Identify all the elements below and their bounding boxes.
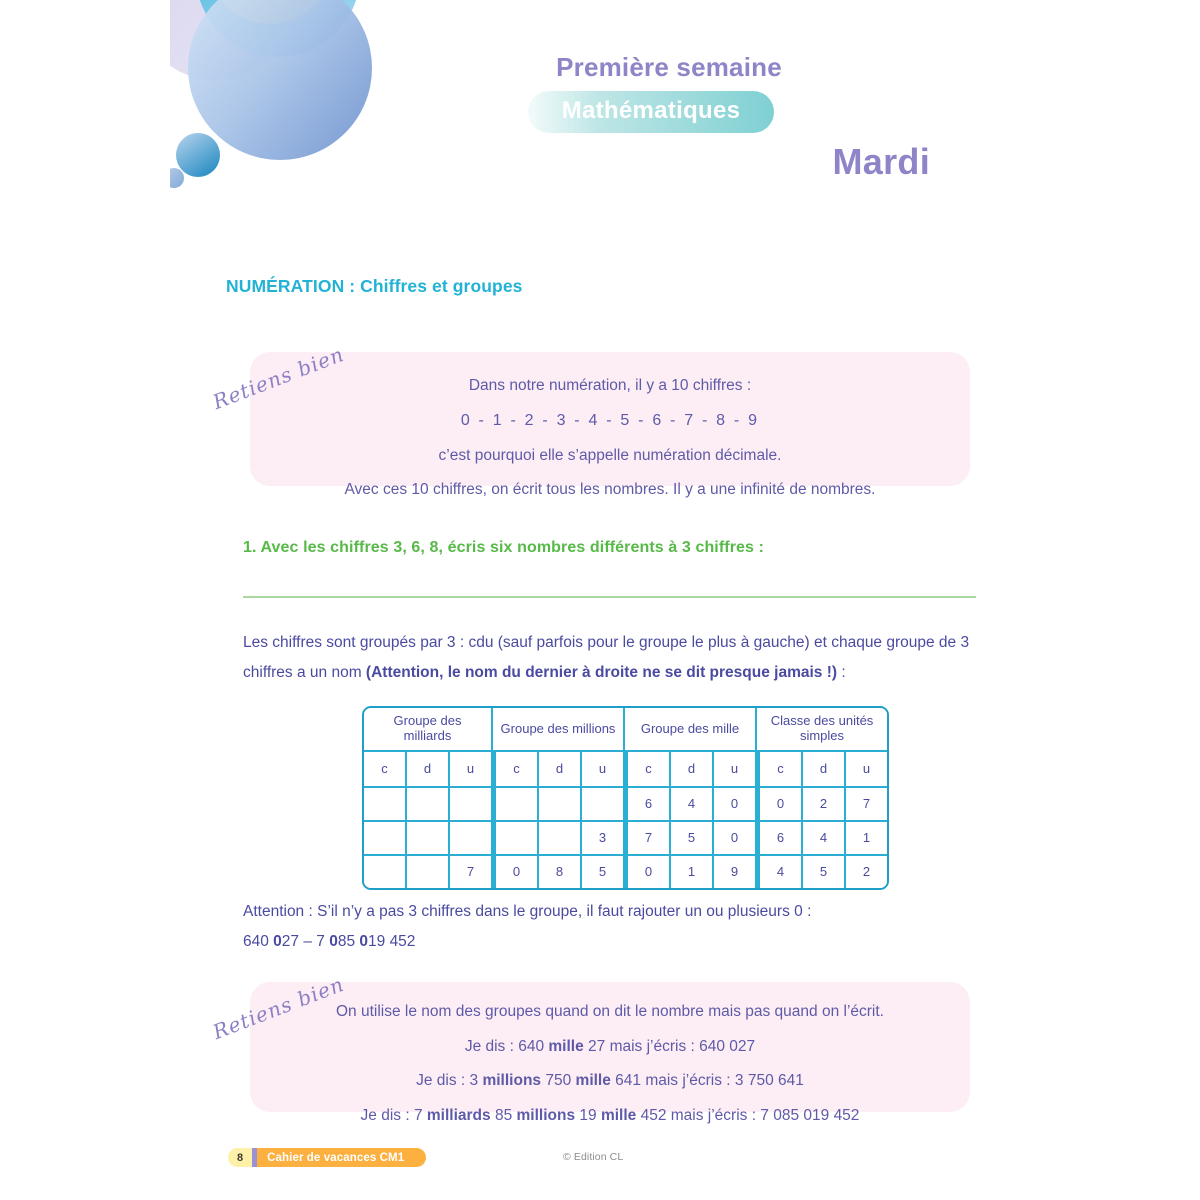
cdu-header-4: d: [539, 752, 582, 788]
cell-r1-c11: 1: [846, 822, 887, 856]
cell-r0-c4: [539, 788, 582, 822]
ex2-b1: millions: [482, 1072, 542, 1089]
ex1-b1: mille: [548, 1037, 584, 1055]
cell-r2-c0: [364, 856, 407, 888]
box1-line-3: c’est pourquoi elle s’appelle numération décimale.: [438, 446, 782, 464]
ex-a-bold: 0: [273, 933, 282, 950]
cdu-header-11: u: [846, 752, 887, 788]
ex3-b3: mille: [600, 1106, 637, 1124]
ex3-mid1: 85: [490, 1106, 517, 1124]
ex-b-bold: 0: [329, 933, 338, 950]
cell-r2-c2: 7: [450, 856, 493, 888]
footer-pill: [228, 1148, 426, 1167]
group-header-milliards: Groupe des milliards: [364, 708, 493, 752]
cell-r0-c0: [364, 788, 407, 822]
ex3-mid2: 19: [575, 1106, 601, 1124]
cell-r1-c1: [407, 822, 450, 856]
cdu-header-3: c: [493, 752, 539, 788]
blue-circle: [188, 0, 372, 160]
remember-box-2: [250, 982, 970, 1124]
group-header-mille: Groupe des mille: [625, 708, 757, 752]
ex1-post: 27 mais j’écris : 640 027: [583, 1037, 756, 1055]
cell-r2-c3: 0: [493, 856, 539, 888]
ex3-pre: Je dis : 7: [360, 1106, 427, 1124]
cell-r2-c4: 8: [539, 856, 582, 888]
cdu-header-10: d: [803, 752, 846, 788]
para-part-1: Les chiffres sont groupés par 3 : cdu (sauf parfois pour le groupe le plus à gauche) et chaque groupe de 3 chiffres a un nom: [243, 634, 970, 681]
table-row: [364, 788, 887, 822]
cell-r1-c10: 4: [803, 822, 846, 856]
ex-a-post: 27 – 7: [281, 933, 330, 950]
group-header-unites: Classe des unités simples: [757, 708, 887, 752]
cell-r0-c7: 4: [671, 788, 714, 822]
cdu-header-2: u: [450, 752, 493, 788]
table-row-cdu-headers: [364, 752, 887, 788]
cdu-header-6: c: [625, 752, 671, 788]
copyright-text: © Edition CL: [563, 1151, 624, 1163]
ex2-mid: 750: [541, 1072, 576, 1089]
page-number: 8: [228, 1148, 252, 1167]
tiny-blue-circle: [170, 168, 184, 188]
cell-r0-c2: [450, 788, 493, 822]
cell-r0-c5: [582, 788, 625, 822]
cdu-header-9: c: [757, 752, 803, 788]
header-titles: [430, 52, 930, 183]
ex2-post: 641 mais j’écris : 3 750 641: [610, 1072, 804, 1089]
exercise-1-answer-line[interactable]: [243, 596, 976, 598]
cdu-header-7: d: [671, 752, 714, 788]
paragraph-grouping: [243, 628, 983, 688]
attention-note: [243, 897, 983, 957]
book-title: Cahier de vacances CM1: [257, 1148, 426, 1167]
attention-note-examples: [243, 927, 983, 957]
para-part-2: :: [837, 664, 846, 681]
remember-box-1: [250, 352, 970, 498]
week-title: Première semaine: [556, 52, 782, 82]
table-row-group-headers: [364, 708, 887, 752]
retiens-bien-label-2: Retiens bien: [209, 971, 348, 1044]
cell-r0-c11: 7: [846, 788, 887, 822]
cell-r1-c5: 3: [582, 822, 625, 856]
cell-r2-c9: 4: [757, 856, 803, 888]
ex1-pre: Je dis : 640: [464, 1037, 549, 1055]
cyan-circle: [196, 0, 360, 57]
cell-r0-c9: 0: [757, 788, 803, 822]
cell-r2-c7: 1: [671, 856, 714, 888]
cell-r1-c7: 5: [671, 822, 714, 856]
box2-example-1: [250, 1039, 970, 1055]
cdu-header-0: c: [364, 752, 407, 788]
ex-c-post: 19 452: [368, 933, 416, 950]
decorative-circles-graphic: [170, 0, 430, 210]
section-heading: NUMÉRATION : Chiffres et groupes: [226, 276, 523, 296]
retiens-bien-label-1: Retiens bien: [209, 341, 348, 414]
ex2-b2: mille: [575, 1072, 611, 1089]
box1-line-4: Avec ces 10 chiffres, on écrit tous les nombres. Il y a une infinité de nombres.: [344, 481, 876, 498]
exercise-1-label: 1. Avec les chiffres 3, 6, 8, écris six nombres différents à 3 chiffres :: [243, 539, 765, 556]
cell-r1-c9: 6: [757, 822, 803, 856]
deco-svg: [170, 0, 430, 210]
cell-r2-c1: [407, 856, 450, 888]
ex3-post: 452 mais j’écris : 7 085 019 452: [636, 1106, 860, 1124]
cell-r2-c8: 9: [714, 856, 757, 888]
cell-r1-c2: [450, 822, 493, 856]
cell-r0-c10: 2: [803, 788, 846, 822]
cell-r0-c1: [407, 788, 450, 822]
box1-digits: 0 - 1 - 2 - 3 - 4 - 5 - 6 - 7 - 8 - 9: [460, 411, 760, 429]
ex3-b1: milliards: [426, 1106, 491, 1124]
ex-c-bold: 0: [359, 933, 369, 950]
subject-pill: Mathématiques: [528, 91, 775, 133]
cdu-header-8: u: [714, 752, 757, 788]
box1-line-1: Dans notre numération, il y a 10 chiffres :: [468, 377, 752, 394]
cell-r1-c8: 0: [714, 822, 757, 856]
para-part-bold: (Attention, le nom du dernier à droite ne se dit presque jamais !): [365, 664, 838, 681]
cell-r2-c5: 5: [582, 856, 625, 888]
box2-line-1: On utilise le nom des groupes quand on dit le nombre mais pas quand on l’écrit.: [336, 1003, 884, 1020]
number-table-wrapper: [362, 706, 889, 890]
ex-b-mid: 85: [337, 933, 360, 950]
lavender-circle: [170, 0, 293, 80]
ex-a-pre: 640: [243, 933, 274, 950]
cell-r0-c3: [493, 788, 539, 822]
box2-example-2: [250, 1073, 970, 1089]
table-row: [364, 856, 887, 888]
table-row: [364, 822, 887, 856]
ex3-b2: millions: [516, 1106, 576, 1124]
yellow-circle: [208, 0, 332, 24]
ex2-pre: Je dis : 3: [416, 1072, 483, 1089]
cell-r2-c6: 0: [625, 856, 671, 888]
group-header-millions: Groupe des millions: [493, 708, 625, 752]
page-footer: [228, 1148, 972, 1170]
small-blue-circle: [176, 133, 220, 177]
place-value-table: [362, 706, 889, 890]
attention-note-line-1: Attention : S’il n’y a pas 3 chiffres dans le groupe, il faut rajouter un ou plusieurs 0 :: [243, 903, 812, 920]
day-title: Mardi: [832, 141, 930, 182]
cell-r0-c8: 0: [714, 788, 757, 822]
cdu-header-5: u: [582, 752, 625, 788]
cell-r2-c10: 5: [803, 856, 846, 888]
cell-r1-c3: [493, 822, 539, 856]
box2-example-3: [250, 1108, 970, 1124]
cell-r1-c0: [364, 822, 407, 856]
cell-r1-c6: 7: [625, 822, 671, 856]
cdu-header-1: d: [407, 752, 450, 788]
cell-r0-c6: 6: [625, 788, 671, 822]
cell-r2-c11: 2: [846, 856, 887, 888]
cell-r1-c4: [539, 822, 582, 856]
